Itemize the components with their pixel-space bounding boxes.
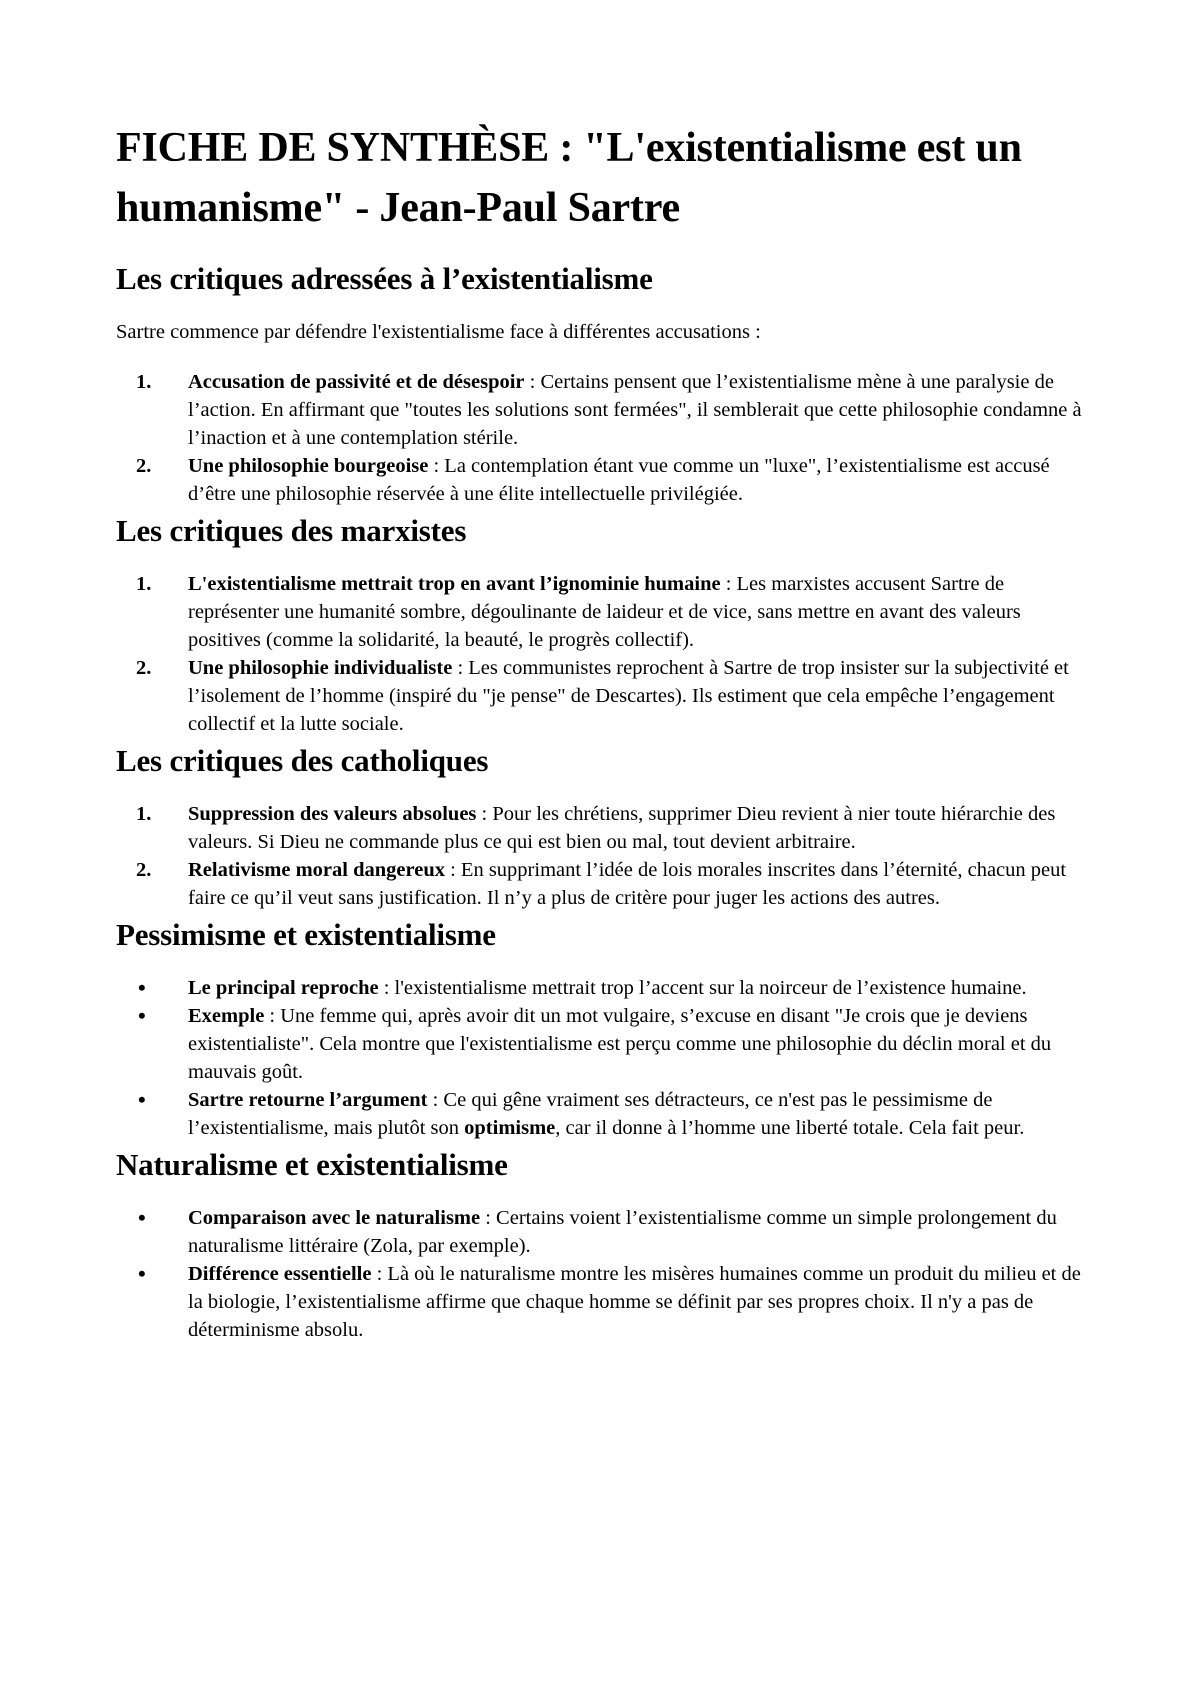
section-heading: Les critiques adressées à l’existentialisme <box>116 261 653 296</box>
item-term: Différence essentielle <box>188 1263 372 1285</box>
numbered-list <box>116 800 1096 912</box>
item-term-inline: optimisme <box>464 1117 556 1139</box>
section-pessimisme <box>116 916 1096 1142</box>
item-text: : Certains pensent que l’existentialisme mène à une paralysie de l’action. En affirmant que "toutes les solutions sont fermées", il semblerait que cette philosophie condamne à l’inaction et à une contemplation stérile. <box>188 371 1082 449</box>
item-text: : Là où le naturalisme montre les misères humaines comme un produit du milieu et de la biologie, l’existentialisme affirme que chaque homme se définit par ses propres choix. Il n'y a pas de déterminisme absolu. <box>188 1263 1081 1341</box>
section-heading: Naturalisme et existentialisme <box>116 1147 508 1182</box>
section-heading: Les critiques des marxistes <box>116 513 467 548</box>
item-text-tail: , car il donne à l’homme une liberté totale. Cela fait peur. <box>555 1117 1025 1139</box>
section-naturalisme <box>116 1146 1096 1344</box>
list-item <box>116 368 1096 452</box>
item-term: Exemple <box>188 1005 265 1027</box>
item-term: Une philosophie bourgeoise <box>188 455 429 477</box>
item-text: : l'existentialisme mettrait trop l’accent sur la noirceur de l’existence humaine. <box>378 977 1027 999</box>
item-text: : Pour les chrétiens, supprimer Dieu revient à nier toute hiérarchie des valeurs. Si Dieu ne commande plus ce qui est bien ou mal, tout devient arbitraire. <box>188 803 1056 853</box>
bullet: • <box>138 975 146 1000</box>
section-critiques-marxistes <box>116 512 1096 738</box>
item-term: Suppression des valeurs absolues <box>188 803 477 825</box>
item-term: Le principal reproche <box>188 977 379 999</box>
list-item <box>116 452 1096 508</box>
list-number: 2. <box>136 455 152 477</box>
list-item <box>116 800 1096 856</box>
list-number: 1. <box>136 803 152 825</box>
item-term: Comparaison avec le naturalisme <box>188 1207 481 1229</box>
section-critiques-adressees <box>116 260 1096 508</box>
bullet: • <box>138 1003 146 1028</box>
section-intro: Sartre commence par défendre l'existentialisme face à différentes accusations : <box>116 321 761 343</box>
numbered-list <box>116 368 1096 508</box>
list-item <box>116 856 1096 912</box>
section-heading: Pessimisme et existentialisme <box>116 917 496 952</box>
list-item <box>116 974 1096 1002</box>
list-item <box>116 1204 1096 1260</box>
item-term: L'existentialisme mettrait trop en avant l’ignominie humaine <box>188 573 721 595</box>
item-text: : Une femme qui, après avoir dit un mot vulgaire, s’excuse en disant "Je crois que je deviens existentialiste". Cela montre que l'existentialisme est perçu comme une philosophie du déclin moral et du mauvais goût. <box>188 1005 1052 1083</box>
list-number: 2. <box>136 657 152 679</box>
document-page <box>116 118 1096 1348</box>
item-text: : Les marxistes accusent Sartre de représenter une humanité sombre, dégoulinante de laideur et de vice, sans mettre en avant des valeurs positives (comme la solidarité, la beauté, le progrès collectif). <box>188 573 1021 651</box>
list-item <box>116 1002 1096 1086</box>
section-heading: Les critiques des catholiques <box>116 743 489 778</box>
bullet-list <box>116 974 1096 1142</box>
item-text: : Certains voient l’existentialisme comme un simple prolongement du naturalisme littéraire (Zola, par exemple). <box>188 1207 1057 1257</box>
item-term: Une philosophie individualiste <box>188 657 453 679</box>
page-title: FICHE DE SYNTHÈSE : "L'existentialisme est un humanisme" - Jean-Paul Sartre <box>116 125 1022 231</box>
bullet: • <box>138 1205 146 1230</box>
list-number: 1. <box>136 573 152 595</box>
item-text: : En supprimant l’idée de lois morales inscrites dans l’éternité, chacun peut faire ce qu’il veut sans justification. Il n’y a plus de critère pour juger les actions des autres. <box>188 859 1067 909</box>
item-term: Accusation de passivité et de désespoir <box>188 371 525 393</box>
list-item <box>116 1260 1096 1344</box>
item-text: : La contemplation étant vue comme un "luxe", l’existentialisme est accusé d’être une philosophie réservée à une élite intellectuelle privilégiée. <box>188 455 1050 505</box>
list-item <box>116 654 1096 738</box>
bullet: • <box>138 1087 146 1112</box>
numbered-list <box>116 570 1096 738</box>
item-text: : Ce qui gêne vraiment ses détracteurs, ce n'est pas le pessimisme de l’existentialisme, mais plutôt son <box>188 1089 993 1139</box>
section-critiques-catholiques <box>116 742 1096 912</box>
list-number: 1. <box>136 371 152 393</box>
bullet-list <box>116 1204 1096 1344</box>
list-item <box>116 1086 1096 1142</box>
item-term: Sartre retourne l’argument <box>188 1089 428 1111</box>
list-number: 2. <box>136 859 152 881</box>
item-term: Relativisme moral dangereux <box>188 859 445 881</box>
bullet: • <box>138 1261 146 1286</box>
item-text: : Les communistes reprochent à Sartre de trop insister sur la subjectivité et l’isolement de l’homme (inspiré du "je pense" de Descartes). Ils estiment que cela empêche l’engagement collectif et la lutte sociale. <box>188 657 1069 735</box>
list-item <box>116 570 1096 654</box>
